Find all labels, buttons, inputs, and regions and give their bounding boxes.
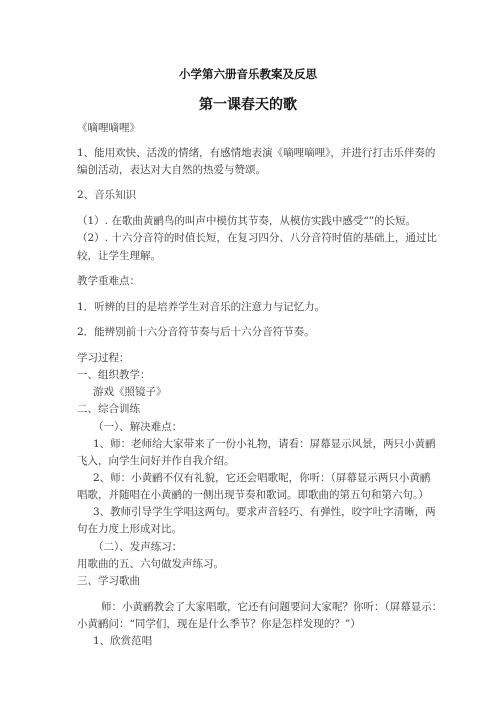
paragraph-line: 飞入，向学生问好并作自我介绍。 <box>77 455 235 467</box>
paragraph-line: （2）. 十六分音符的时值长短，在复习四分、八分音符时值的基础上，通过比 <box>77 232 437 244</box>
paragraph-line: 游戏《照镜子》 <box>93 386 167 398</box>
paragraph-line: 2．能辨别前十六分音符节奏与后十六分音符节奏。 <box>77 326 315 338</box>
paragraph-line: 唱歌，并随唱在小黄鹂的一侧出现节奏和歌词。即歌曲的第五句和第六句。） <box>77 489 429 501</box>
section-heading: 二、综合训练 <box>77 403 140 415</box>
paragraph-line: 较，让学生理解。 <box>77 250 161 262</box>
paragraph-line: （1）. 在歌曲黄鹂鸟的叫声中模仿其节奏，从模仿实践中感受“”的长短。 <box>77 215 417 227</box>
section-heading: 教学重难点： <box>77 275 140 287</box>
section-heading: 学习过程： <box>77 352 130 364</box>
paragraph-line: 小黄鹂问：“同学们，现在是什么季节？你是怎样发现的？”） <box>77 618 361 630</box>
song-title: 《嘀哩嘀哩》 <box>77 122 140 134</box>
subsection-heading: （一）、解决难点： <box>93 421 183 433</box>
section-heading: 2、音乐知识 <box>77 189 137 201</box>
paragraph-line: 句在力度上形成对比。 <box>77 523 182 535</box>
paragraph-line: 用歌曲的五、六句做发声练习。 <box>77 558 224 570</box>
section-heading: 一、组织教学： <box>77 369 151 381</box>
paragraph-line: 1、欣赏范唱 <box>93 635 153 647</box>
paragraph-line: 1、能用欢快、活泼的情绪，有感情地表演《嘀哩嘀哩》，并进行打击乐伴奏的 <box>77 147 436 159</box>
paragraph-line: 2、师：小黄鹂不仅有礼貌，它还会唱歌呢，你听：（屏幕显示两只小黄鹂 <box>93 472 431 484</box>
subsection-heading: （二）、发声练习： <box>93 541 183 553</box>
paragraph-line: 1．听辨的目的是培养学生对音乐的注意力与记忆力。 <box>77 301 326 313</box>
paragraph-line: 编创活动，表达对大自然的热爱与赞颂。 <box>77 164 266 176</box>
section-heading: 三、学习歌曲 <box>77 575 140 587</box>
paragraph-line: 1、师：老师给大家带来了一份小礼物，请看：屏幕显示风景，两只小黄鹂 <box>93 438 436 450</box>
paragraph-line: 3、教师引导学生学唱这两句。要求声音轻巧、有弹性，咬字吐字清晰，两 <box>93 506 436 518</box>
lesson-title: 第一课春天的歌 <box>199 97 297 113</box>
document-header-title: 小学第六册音乐教案及反思 <box>179 67 317 81</box>
paragraph-line: 师：小黄鹂教会了大家唱歌，它还有问题要问大家呢？你听：（屏幕显示： <box>101 601 443 613</box>
